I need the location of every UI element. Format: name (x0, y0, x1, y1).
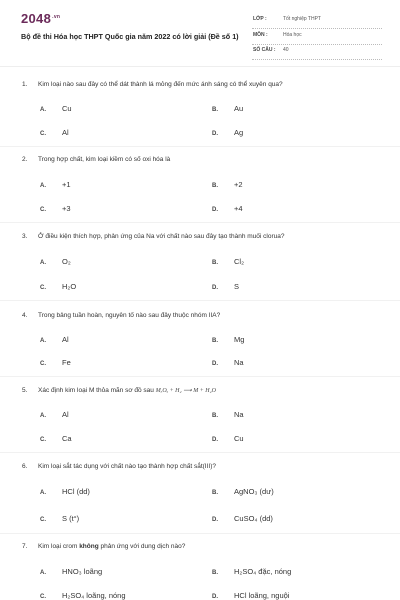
q7-option-a[interactable]: A. HNO₃ loãng (40, 567, 103, 576)
q1-option-b[interactable]: B. Au (212, 104, 244, 113)
meta-subject: MÔN : Hóa học (252, 30, 382, 45)
q6-option-c[interactable]: C. S (t°) (40, 514, 80, 523)
q4-option-b[interactable]: B. Mg (212, 335, 245, 344)
q7-option-d[interactable]: D. HCl loãng, nguội (212, 591, 290, 600)
q5-option-a[interactable]: A. Al (40, 410, 69, 419)
q3-option-c[interactable]: C. H₂O (40, 282, 77, 291)
q7-option-c[interactable]: C. H₂SO₄ loãng, nóng (40, 591, 126, 600)
divider (0, 222, 400, 223)
divider (0, 146, 400, 147)
meta-class: LỚP : Tốt nghiệp THPT (252, 14, 382, 29)
site-logo[interactable]: $2048^{.vn}$ (21, 11, 61, 26)
q6-option-b[interactable]: B. AgNO₃ (dư) (212, 487, 274, 496)
page-title: Bộ đề thi Hóa học THPT Quốc gia năm 2022 có lời giải (Đề số 1) (21, 32, 239, 41)
q3-option-a[interactable]: A. O₂ (40, 257, 71, 266)
q1-option-c[interactable]: C. Al (40, 128, 69, 137)
q3-option-b[interactable]: B. Cl₂ (212, 257, 244, 266)
q2-option-d[interactable]: D. +4 (212, 204, 243, 213)
q2-option-b[interactable]: B. +2 (212, 180, 243, 189)
meta-question-count: SỐ CÂU : 40 (252, 45, 382, 60)
q6-option-a[interactable]: A. HCl (dd) (40, 487, 90, 496)
q2-option-c[interactable]: C. +3 (40, 204, 71, 213)
divider (0, 376, 400, 377)
q5-option-c[interactable]: C. Ca (40, 434, 72, 443)
q5-option-d[interactable]: D. Cu (212, 434, 244, 443)
q6-option-d[interactable]: D. CuSO₄ (dd) (212, 514, 273, 523)
q4-option-c[interactable]: C. Fe (40, 358, 71, 367)
q2-option-a[interactable]: A. +1 (40, 180, 71, 189)
page-header (0, 0, 400, 60)
header-divider (0, 66, 400, 67)
divider (0, 452, 400, 453)
q4-option-a[interactable]: A. Al (40, 335, 69, 344)
q1-option-d[interactable]: D. Ag (212, 128, 244, 137)
q4-option-d[interactable]: D. Na (212, 358, 244, 367)
divider (0, 300, 400, 301)
q3-option-d[interactable]: D. S (212, 282, 240, 291)
q5-option-b[interactable]: B. Na (212, 410, 244, 419)
q1-option-a[interactable]: A. Cu (40, 104, 72, 113)
reaction-formula: MₓOᵧ + H₂ ⟶ M + H₂O (155, 388, 217, 394)
q7-option-b[interactable]: B. H₂SO₄ đặc, nóng (212, 567, 292, 576)
divider (0, 533, 400, 534)
